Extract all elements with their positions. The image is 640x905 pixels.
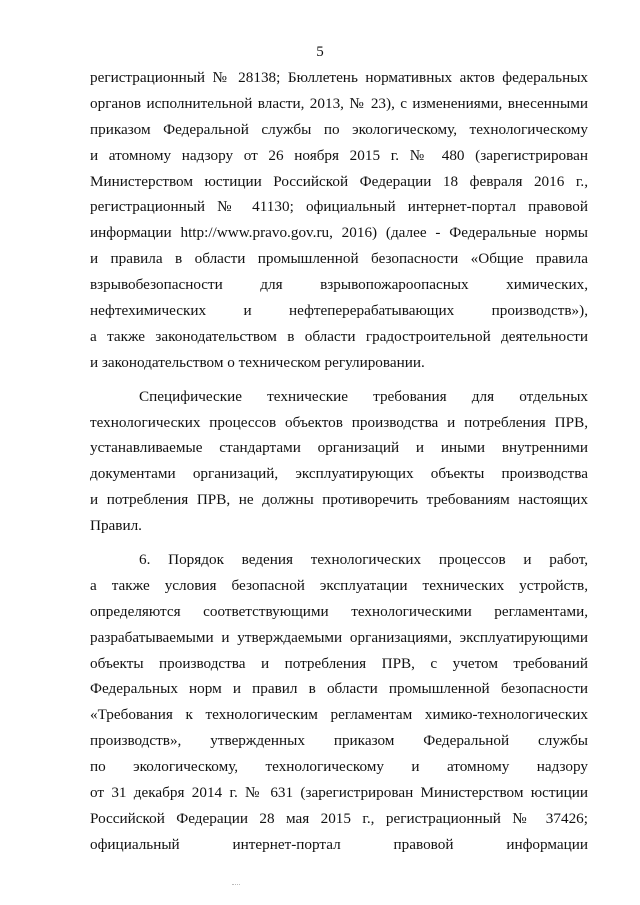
text-line: устанавливаемые стандартами организаций и иными внутренними	[90, 439, 588, 457]
text-line: и правила в области промышленной безопасности «Общие правила	[90, 250, 588, 268]
text-line: Федеральных норм и правил в области промышленной безопасности	[90, 680, 588, 698]
text-line: а также условия безопасной эксплуатации технических устройств,	[90, 576, 588, 594]
text-line: регистрационный № 41130; официальный интернет-портал правовой	[90, 198, 588, 216]
paragraph	[90, 381, 588, 536]
text-line: информации http://www.pravo.gov.ru, 2016) (далее - Федеральные нормы	[90, 224, 588, 242]
text-line: по экологическому, технологическому и атомному надзору	[90, 758, 588, 776]
paragraph-gap	[90, 536, 588, 544]
text-line: «Требования к технологическим регламентам химико-технологических	[90, 706, 588, 724]
text-line: документами организаций, эксплуатирующих объекты производства	[90, 465, 588, 483]
text-line: и законодательством о техническом регулировании.	[90, 353, 425, 371]
text-line: объекты производства и потребления ПРВ, с учетом требований	[90, 654, 588, 672]
text-line: Российской Федерации 28 мая 2015 г., регистрационный № 37426;	[90, 809, 588, 827]
text-line: официальный интернет-портал правовой информации	[90, 835, 588, 853]
text-line: 6. Порядок ведения технологических процессов и работ,	[139, 551, 588, 569]
page-number: 5	[316, 44, 324, 60]
document-body	[90, 62, 588, 855]
text-line: а также законодательством в области градостроительной деятельности	[90, 327, 588, 345]
text-line: производств», утвержденных приказом Федеральной службы	[90, 732, 588, 750]
text-line: разрабатываемыми и утверждаемыми организациями, эксплуатирующими	[90, 628, 588, 646]
scan-artifact	[232, 884, 240, 886]
text-line: взрывобезопасности для взрывопожароопасных химических,	[90, 276, 588, 294]
text-line: от 31 декабря 2014 г. № 631 (зарегистрирован Министерством юстиции	[90, 784, 588, 802]
text-line: Правил.	[90, 517, 142, 535]
paragraph	[90, 62, 588, 373]
paragraph	[90, 544, 588, 855]
text-line: определяются соответствующими технологическими регламентами,	[90, 602, 588, 620]
text-line: технологических процессов объектов производства и потребления ПРВ,	[90, 413, 588, 431]
text-line: Министерством юстиции Российской Федерации 18 февраля 2016 г.,	[90, 172, 588, 190]
text-line: регистрационный № 28138; Бюллетень нормативных актов федеральных	[90, 69, 588, 86]
text-line: приказом Федеральной службы по экологическому, технологическому	[90, 120, 588, 138]
text-line: нефтехимических и нефтеперерабатывающих производств»),	[90, 302, 588, 320]
text-line: и атомному надзору от 26 ноября 2015 г. № 480 (зарегистрирован	[90, 146, 588, 164]
paragraph-gap	[90, 373, 588, 381]
text-line: органов исполнительной власти, 2013, № 23), с изменениями, внесенными	[90, 94, 588, 112]
text-line: и потребления ПРВ, не должны противоречить требованиям настоящих	[90, 491, 588, 509]
text-line: Специфические технические требования для отдельных	[139, 387, 588, 405]
